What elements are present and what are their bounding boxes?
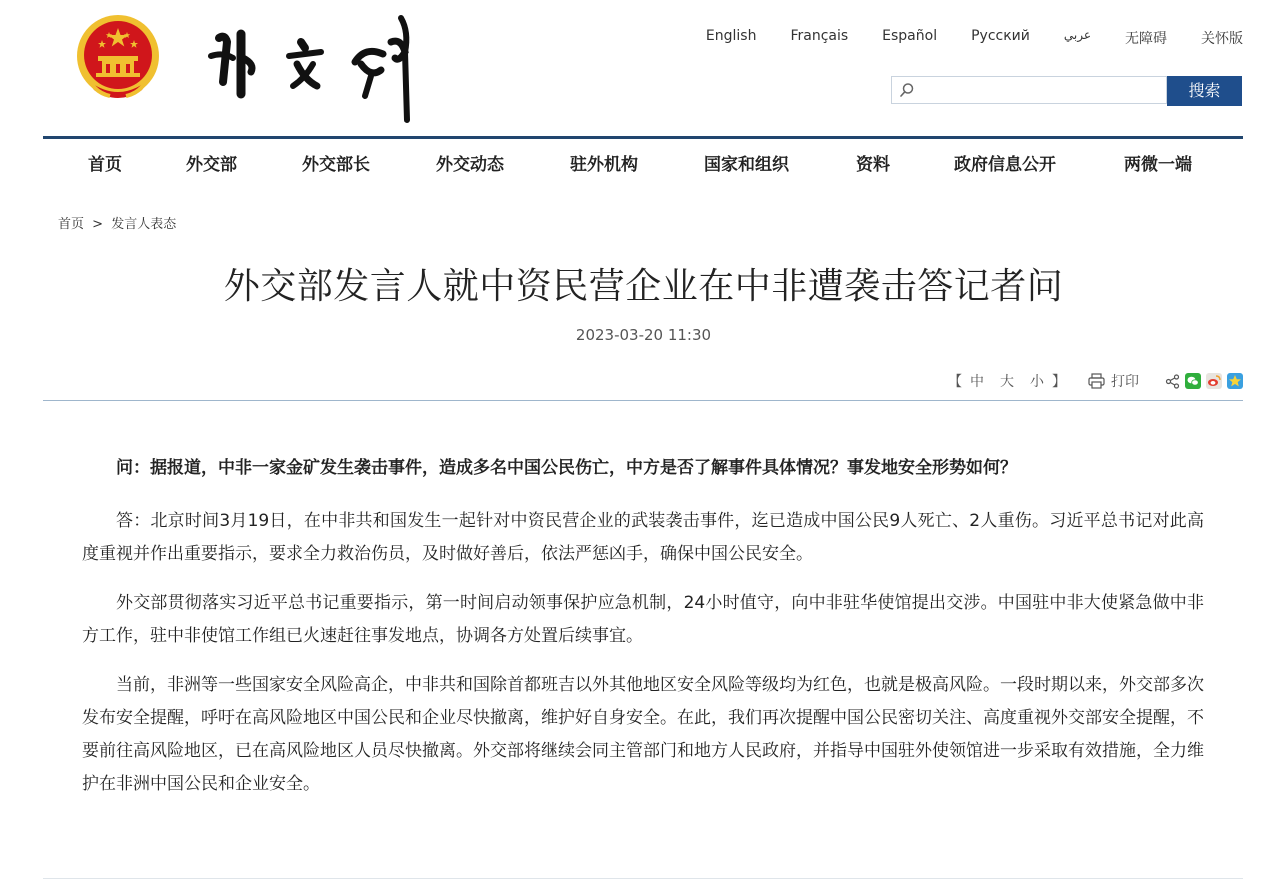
national-emblem-logo[interactable] xyxy=(76,12,160,100)
article-paragraph: 当前，非洲等一些国家安全风险高企，中非共和国除首都班吉以外其他地区安全风险等级均为红色，也就是极高风险。一段时期以来，外交部多次发布安全提醒，呼吁在高风险地区中国公民和企业尽快撤离，维护好自身安全。在此，我们再次提醒中国公民密切关注、高度重视外交部安全提醒，不要前往高风险地区，已在高风险地区人员尽快撤离。外交部将继续会同主管部门和地方人民政府，并指导中国驻外使领馆进一步采取有效措施，全力维护在非洲中国公民和企业安全。 xyxy=(82,675,1204,794)
share-bar xyxy=(1165,373,1243,389)
article-paragraph: 答：北京时间3月19日，在中非共和国发生一起针对中资民营企业的武装袭击事件，迄已造成中国公民9人死亡、2人重伤。习近平总书记对此高度重视并作出重要指示，要求全力救治伤员，及时做好善后，依法严惩凶手，确保中国公民安全。 xyxy=(82,511,1204,564)
article-body xyxy=(82,452,1204,817)
weibo-icon[interactable] xyxy=(1206,373,1222,389)
nav-item-gov-info[interactable]: 政府信息公开 xyxy=(954,155,1056,175)
nav-item-social[interactable]: 两微一端 xyxy=(1124,155,1192,175)
main-nav xyxy=(43,150,1243,178)
wechat-icon[interactable] xyxy=(1185,373,1201,389)
search-input[interactable] xyxy=(918,79,1166,103)
breadcrumb-current[interactable]: 发言人表态 xyxy=(111,217,177,232)
footer-divider xyxy=(43,878,1243,879)
article-divider xyxy=(43,400,1243,401)
font-size-bracket-close: 】 xyxy=(1052,374,1066,390)
breadcrumb-home[interactable]: 首页 xyxy=(58,217,85,232)
lang-english-link[interactable]: English xyxy=(705,28,757,44)
print-button[interactable] xyxy=(1088,371,1139,391)
lang-french-link[interactable]: Français xyxy=(790,28,849,44)
font-size-medium-button[interactable]: 中 xyxy=(970,374,984,390)
nav-item-resources[interactable]: 资料 xyxy=(856,155,890,175)
nav-item-countries[interactable]: 国家和组织 xyxy=(704,155,789,175)
breadcrumb-separator: > xyxy=(92,217,104,232)
mfa-calligraphy-logo[interactable] xyxy=(205,12,435,124)
print-icon xyxy=(1088,373,1105,389)
nav-item-news[interactable]: 外交动态 xyxy=(436,155,504,175)
article-date: 2023-03-20 11:30 xyxy=(575,326,712,344)
font-size-large-button[interactable]: 大 xyxy=(1000,374,1014,390)
language-switcher xyxy=(672,28,1243,48)
article-tools xyxy=(948,371,1243,391)
search-icon xyxy=(899,82,915,98)
nav-item-minister[interactable]: 外交部长 xyxy=(302,155,370,175)
lang-arabic-link[interactable]: عربي xyxy=(1063,28,1091,42)
lang-spanish-link[interactable]: Español xyxy=(882,28,938,44)
print-label: 打印 xyxy=(1111,374,1139,390)
article-question: 问：据报道，中非一家金矿发生袭击事件，造成多名中国公民伤亡，中方是否了解事件具体情况？事发地安全形势如何？ xyxy=(116,458,1017,478)
qzone-icon[interactable] xyxy=(1227,373,1243,389)
font-size-small-button[interactable]: 小 xyxy=(1030,374,1044,390)
article-paragraph: 外交部贯彻落实习近平总书记重要指示，第一时间启动领事保护应急机制，24小时值守，向中非驻华使馆提出交涉。中国驻中非大使紧急做中非方工作，驻中非使馆工作组已火速赶往事发地点，协调各方处置后续事宜。 xyxy=(82,593,1204,646)
nav-item-missions[interactable]: 驻外机构 xyxy=(570,155,638,175)
article-title: 外交部发言人就中资民营企业在中非遭袭击答记者问 xyxy=(223,266,1064,307)
font-size-bracket-open: 【 xyxy=(948,374,962,390)
search-box xyxy=(891,76,1167,104)
lang-russian-link[interactable]: Русский xyxy=(971,28,1030,44)
share-icon[interactable] xyxy=(1165,374,1180,389)
accessibility-link[interactable]: 无障碍 xyxy=(1125,31,1167,47)
nav-item-home[interactable]: 首页 xyxy=(88,155,122,175)
elder-care-link[interactable]: 关怀版 xyxy=(1201,31,1243,47)
breadcrumb xyxy=(58,213,176,232)
header-divider xyxy=(43,136,1243,139)
nav-item-ministry[interactable]: 外交部 xyxy=(186,155,237,175)
search-button[interactable]: 搜索 xyxy=(1167,76,1242,106)
